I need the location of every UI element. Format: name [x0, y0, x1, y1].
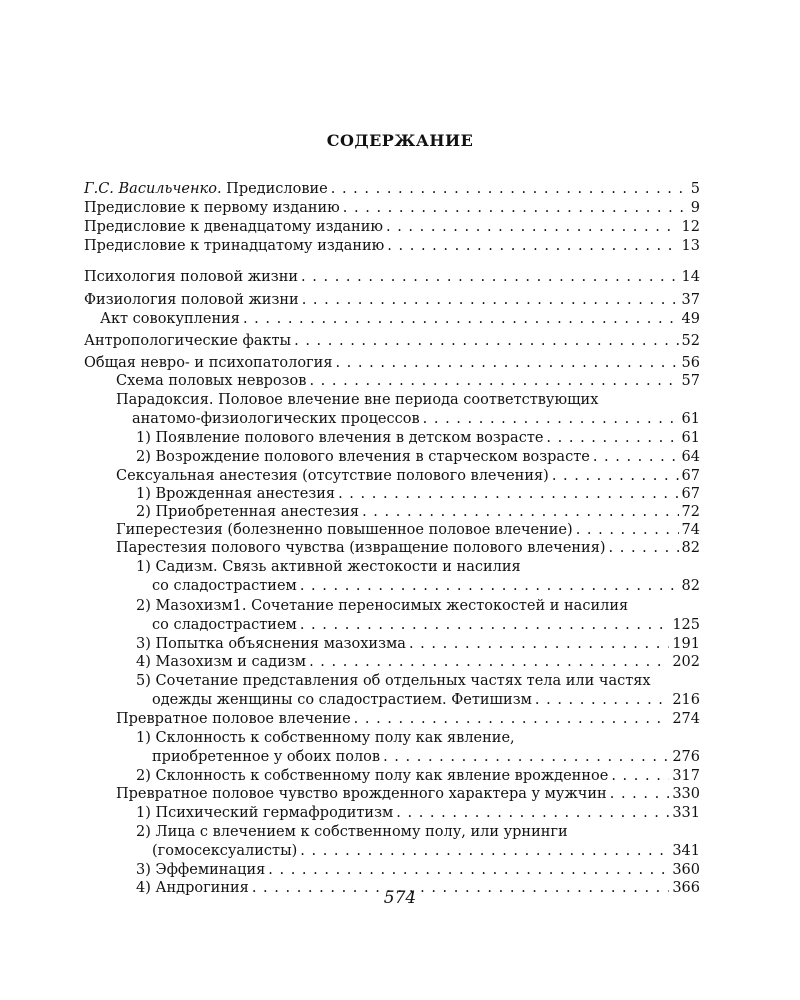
- leader-dots: [383, 748, 669, 767]
- toc-entry-text: одежды женщины со сладострастием. Фетишизм: [152, 692, 532, 708]
- page-number: 574: [383, 888, 417, 908]
- leader-dots: [354, 710, 670, 729]
- toc-entry: [116, 710, 700, 729]
- toc-entry-page: 125: [672, 617, 700, 633]
- leader-dots: [300, 577, 679, 596]
- toc-entry: [84, 199, 700, 218]
- toc-entry-first-line: 1) Склонность к собственному полу как явление,: [136, 730, 515, 746]
- toc-entry: [84, 180, 700, 199]
- toc-entry: [84, 218, 700, 237]
- toc-entry-page: 202: [672, 654, 700, 670]
- toc-entry-text: Превратное половое чувство врожденного характера у мужчин: [116, 786, 607, 802]
- toc-entry: [136, 597, 700, 635]
- toc-entry-page: 61: [681, 411, 700, 427]
- toc-entry-text: со сладострастием: [152, 617, 297, 633]
- toc-entry-page: 5: [690, 181, 700, 197]
- toc-entry-page: 276: [672, 749, 700, 765]
- toc-entry-page: 13: [681, 238, 700, 254]
- toc-entry: [136, 635, 700, 654]
- toc-entry-text: 1) Врожденная анестезия: [136, 486, 336, 502]
- leader-dots: [309, 653, 669, 672]
- leader-dots: [335, 354, 678, 373]
- toc-entry: [116, 467, 700, 486]
- toc-entry-text: Сексуальная анестезия (отсутствие полового влечения): [116, 468, 549, 484]
- toc-entry-first-line: 5) Сочетание представления об отдельных частях тела или частях: [136, 673, 651, 689]
- toc-entry: [136, 448, 700, 467]
- toc-entry: [84, 291, 700, 310]
- toc-entry-page: 64: [681, 449, 700, 465]
- leader-dots: [243, 310, 679, 329]
- toc-entry-text: (гомосексуалисты): [152, 843, 298, 859]
- toc-entry: [136, 861, 700, 880]
- toc-entry-page: 191: [672, 636, 700, 652]
- toc-entry: [136, 767, 700, 786]
- leader-dots: [331, 180, 688, 199]
- toc-entry-text: Психология половой жизни: [84, 269, 299, 285]
- leader-dots: [386, 218, 679, 237]
- leader-dots: [300, 842, 669, 861]
- toc-entry-text: приобретенное у обоих полов: [152, 749, 381, 765]
- toc-entry: [136, 558, 700, 596]
- toc-entry-page: 331: [672, 805, 700, 821]
- toc-entry: [136, 429, 700, 448]
- toc-entry-first-line: Парадоксия. Половое влечение вне периода соответствующих: [116, 392, 599, 408]
- toc-entry-text: 1) Появление полового влечения в детском возрасте: [136, 430, 544, 446]
- toc-entry-text: 3) Эффеминация: [136, 862, 266, 878]
- leader-dots: [294, 332, 678, 351]
- toc-entry-text: Антропологические факты: [84, 333, 292, 349]
- toc-entry-text: 3) Попытка объяснения мазохизма: [136, 636, 406, 652]
- toc-entry-page: 216: [672, 692, 700, 708]
- toc-entry: [116, 372, 700, 391]
- leader-dots: [535, 691, 669, 710]
- toc-entry-text: Предисловие к двенадцатому изданию: [84, 219, 383, 235]
- leader-dots: [423, 410, 679, 429]
- toc-entry-page: 61: [681, 430, 700, 446]
- leader-dots: [387, 237, 678, 256]
- toc-entry-page: 49: [681, 311, 700, 327]
- toc-entry: [84, 237, 700, 256]
- toc-entry-page: 37: [681, 292, 700, 308]
- toc-entry-text: Физиология половой жизни: [84, 292, 299, 308]
- toc-entry-first-line: 1) Садизм. Связь активной жестокости и насилия: [136, 559, 521, 575]
- toc-entry-text: Общая невро- и психопатология: [84, 355, 333, 371]
- toc-entry-page: 14: [681, 269, 700, 285]
- toc-entry: [136, 485, 700, 504]
- toc-entry-page: 74: [681, 522, 700, 538]
- toc-entry: [136, 804, 700, 823]
- toc-entry-page: 317: [672, 768, 700, 784]
- toc-entry-text: Предисловие: [221, 181, 328, 197]
- toc-entry-page: 57: [681, 373, 700, 389]
- toc-entry-text: Гиперестезия (болезненно повышенное половое влечение): [116, 522, 573, 538]
- toc-entry: [116, 521, 700, 540]
- toc-entry-page: 9: [690, 200, 700, 216]
- leader-dots: [343, 199, 688, 218]
- leader-dots: [546, 429, 678, 448]
- leader-dots: [552, 467, 679, 486]
- toc-entry: [84, 354, 700, 373]
- toc-entry-text: 2) Склонность к собственному полу как явление врожденное: [136, 768, 609, 784]
- leader-dots: [362, 503, 678, 522]
- toc-entry: [136, 729, 700, 767]
- toc-entry-text: 4) Мазохизм и садизм: [136, 654, 307, 670]
- leader-dots: [611, 767, 669, 786]
- toc-entry-page: 72: [681, 504, 700, 520]
- toc-entry: [84, 268, 700, 287]
- toc-entry-page: 82: [681, 578, 700, 594]
- toc-entry-page: 360: [672, 862, 700, 878]
- leader-dots: [301, 268, 679, 287]
- toc-entry-page: 12: [681, 219, 700, 235]
- leader-dots: [610, 785, 670, 804]
- toc-entry-page: 56: [681, 355, 700, 371]
- leader-dots: [338, 485, 678, 504]
- toc-entry: [116, 391, 700, 429]
- leader-dots: [302, 291, 679, 310]
- toc-entry-page: 366: [672, 880, 700, 896]
- toc-entry-page: 67: [681, 486, 700, 502]
- toc-entry-first-line: 2) Лица с влечением к собственному полу, или урнинги: [136, 824, 568, 840]
- toc-entry-text: анатомо-физиологических процессов: [132, 411, 420, 427]
- toc-entry-page: 67: [681, 468, 700, 484]
- toc-entry-text: 2) Приобретенная анестезия: [136, 504, 360, 520]
- leader-dots: [576, 521, 679, 540]
- leader-dots: [268, 861, 669, 880]
- leader-dots: [593, 448, 679, 467]
- toc-entry: [136, 503, 700, 522]
- leader-dots: [609, 539, 679, 558]
- page-title: СОДЕРЖАНИЕ: [326, 131, 474, 150]
- leader-dots: [409, 635, 669, 654]
- leader-dots: [309, 372, 678, 391]
- toc-entry-text: Парестезия полового чувства (извращение полового влечения): [116, 540, 606, 556]
- toc-entry: [136, 653, 700, 672]
- toc-entry-page: 274: [672, 711, 700, 727]
- toc-entry: [116, 785, 700, 804]
- toc-entry-text: Схема половых неврозов: [116, 373, 307, 389]
- leader-dots: [300, 616, 669, 635]
- toc-entry: [136, 823, 700, 861]
- toc-entry: [84, 332, 700, 351]
- toc-entry-text: 2) Возрождение полового влечения в старческом возрасте: [136, 449, 590, 465]
- toc-entry-author: Г.С. Васильченко.: [84, 181, 222, 197]
- toc-entry-page: 341: [672, 843, 700, 859]
- toc-entry-text: Акт совокупления: [100, 311, 240, 327]
- toc-entry-text: Предисловие к первому изданию: [84, 200, 340, 216]
- toc-entry-page: 330: [672, 786, 700, 802]
- toc-entry-text: со сладострастием: [152, 578, 297, 594]
- toc-entry-text: 4) Андрогиния: [136, 880, 249, 896]
- toc-entry-page: 82: [681, 540, 700, 556]
- toc-entry: [116, 539, 700, 558]
- toc-entry-page: 52: [681, 333, 700, 349]
- leader-dots: [396, 804, 669, 823]
- toc-entry-text: Превратное половое влечение: [116, 711, 351, 727]
- toc-entry: [136, 672, 700, 710]
- toc-entry: [100, 310, 700, 329]
- toc-entry-text: Предисловие к тринадцатому изданию: [84, 238, 385, 254]
- toc-entry-text: 1) Психический гермафродитизм: [136, 805, 394, 821]
- toc-entry-first-line: 2) Мазохизм1. Сочетание переносимых жестокостей и насилия: [136, 598, 629, 614]
